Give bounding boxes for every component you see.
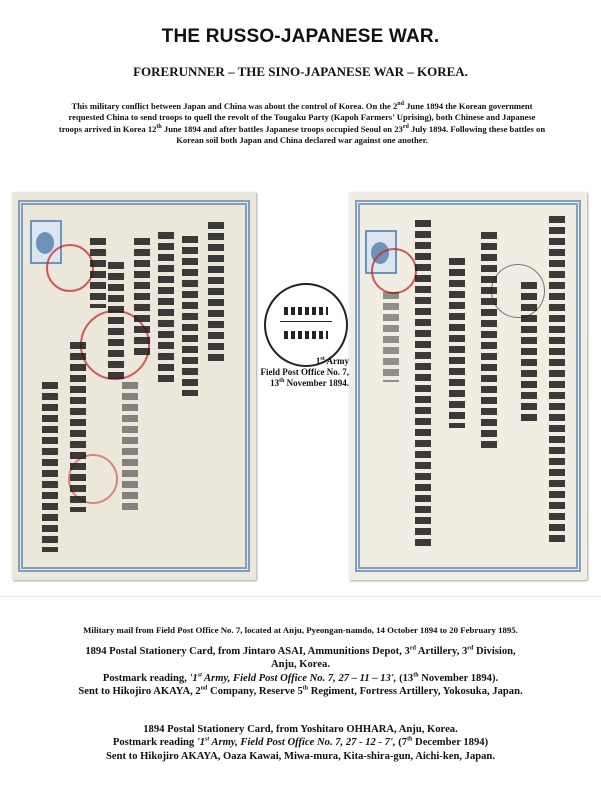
- handwriting-image: [134, 238, 150, 358]
- postmark-caption: 1st Army Field Post Office No. 7, 13th November 1894.: [260, 356, 349, 388]
- handwriting-image: [42, 382, 58, 552]
- handwriting-image: [481, 232, 497, 452]
- card-description-2: 1894 Postal Stationery Card, from Yoshitaro OHHARA, Anju, Korea. Postmark reading '1st Army, Field Post Office No. 7, 27 - 12 - 7', (7th December 1894) Sent to Hikojiro AKAYA, Oaza Kawai, Miwa-mura, Kita-shira-gun, Aichi-ken, Japan.: [106, 724, 495, 762]
- handwriting-image: [70, 342, 86, 512]
- card-description-1: 1894 Postal Stationery Card, from Jintaro ASAI, Ammunitions Depot, 3rd Artillery, 3rd Division, Anju, Korea. Postmark reading, '1st Army, Field Post Office No. 7, 27 – 11 – 13', (13th November 1894). Sent to Hikojiro AKAYA, 2nd Company, Reserve 5th Regiment, Fortress Artillery, Yokosuka, Japan.: [78, 645, 523, 698]
- handwriting-image: [108, 262, 124, 382]
- handwriting-image: [449, 258, 465, 428]
- handwriting-image: [90, 238, 106, 308]
- handwriting-image: [521, 282, 537, 422]
- page-title: THE RUSSO-JAPANESE WAR.: [161, 26, 440, 47]
- handwriting-image: [549, 216, 565, 546]
- handwriting-image: [383, 292, 399, 382]
- military-mail-note: Military mail from Field Post Office No. 7, located at Anju, Pyeongan-namdo, 14 October 1894 to 20 February 1895.: [83, 625, 518, 635]
- page-subtitle: FORERUNNER – THE SINO-JAPANESE WAR – KOREA.: [133, 64, 468, 79]
- red-postmark-icon: [371, 248, 417, 294]
- postal-card-right-image: [349, 192, 587, 580]
- postal-card-left-image: [12, 192, 256, 580]
- handwriting-image: [122, 382, 138, 512]
- handwriting-image: [415, 220, 431, 550]
- red-postmark-icon: [46, 244, 94, 292]
- handwriting-image: [208, 222, 224, 362]
- divider: [0, 596, 601, 597]
- intro-paragraph: This military conflict between Japan and China was about the control of Korea. On the 2nd June 1894 the Korean government requested China to send troops to quell the revolt of the Tougaku Party (Kapoh Farmers' Uprising), both Chinese and Japanese troops arrived in Korea 12th June 1894 and after battles Japanese troops occupied Seoul on 23rd July 1894. Following these battles on Korean soil both Japan and China declared war against one another.: [58, 101, 546, 145]
- handwriting-image: [182, 236, 198, 396]
- field-post-office-postmark-icon: [264, 283, 348, 367]
- handwriting-image: [158, 232, 174, 382]
